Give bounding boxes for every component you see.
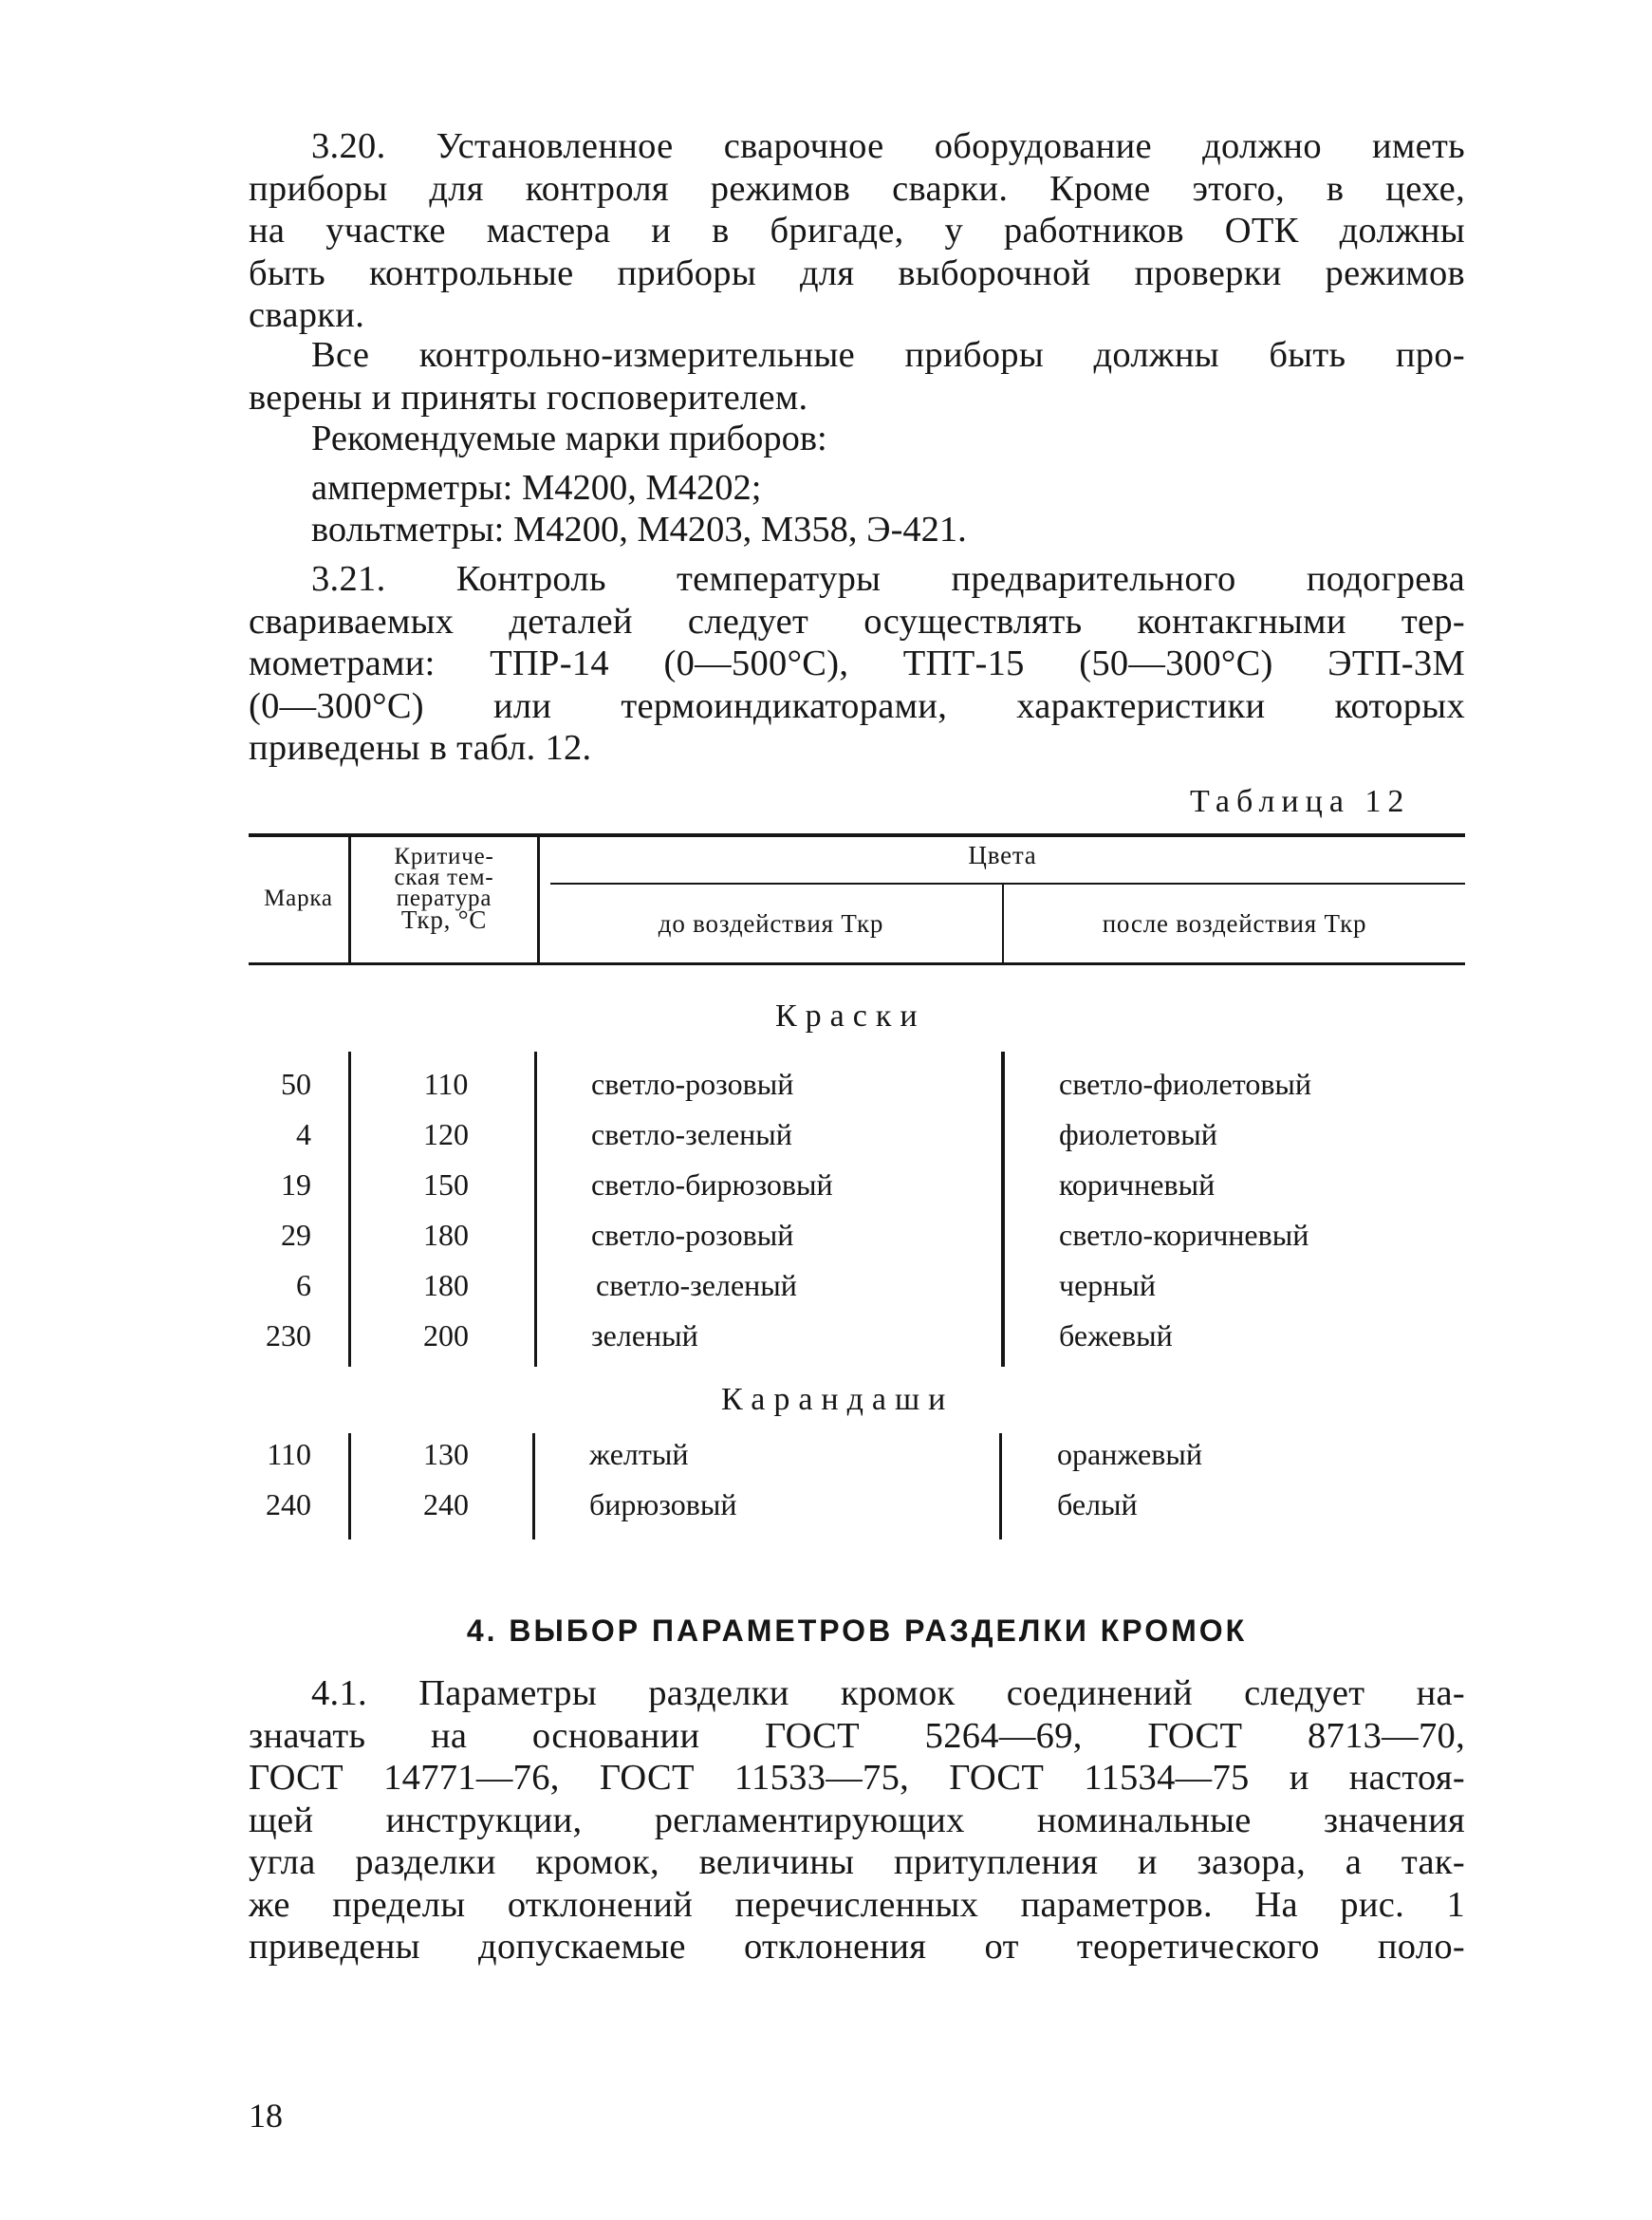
text-line: (0—300°С) или термоиндикаторами, характеристики которых — [249, 685, 1465, 726]
cell-before: желтый — [589, 1437, 689, 1471]
paragraph-3-21 — [249, 558, 1465, 770]
column-divider — [999, 1433, 1002, 1539]
table-colors-rule — [550, 883, 1465, 885]
recommended-title: Рекомендуемые марки приборов: — [311, 419, 827, 458]
cell-mark: 6 — [296, 1268, 311, 1302]
text-line: на участке мастера и в бригаде, у работников ОТК должны — [249, 211, 1465, 251]
text-line: 3.20. Установленное сварочное оборудование должно иметь — [311, 126, 1465, 166]
cell-after: черный — [1059, 1268, 1157, 1302]
table-caption: Таблица 12 — [1190, 784, 1411, 819]
cell-temp: 200 — [423, 1318, 469, 1353]
header-line: Критиче- — [394, 844, 494, 869]
text-line: 4.1. Параметры разделки кромок соединений следует на- — [311, 1673, 1465, 1713]
column-divider — [1001, 1052, 1005, 1367]
cell-before: светло-бирюзовый — [591, 1167, 833, 1202]
cell-mark: 50 — [281, 1067, 311, 1101]
text-line: приборы для контроля режимов сварки. Кроме этого, в цехе, — [249, 168, 1465, 209]
text-line: 3.21. Контроль температуры предварительного подогрева — [311, 559, 1465, 599]
header-mark: Марка — [264, 886, 333, 911]
cell-after: коричневый — [1059, 1167, 1216, 1202]
cell-mark: 19 — [281, 1167, 311, 1202]
column-divider — [534, 1052, 537, 1367]
text-line: угла разделки кромок, величины притупления и зазора, а так- — [249, 1842, 1465, 1882]
paragraph-3-20 — [249, 125, 1465, 337]
column-divider — [532, 1433, 535, 1539]
header-crit-temp — [351, 844, 537, 934]
voltmeters-line: вольтметры: М4200, М4203, М358, Э-421. — [311, 510, 967, 550]
cell-before: светло-розовый — [591, 1067, 794, 1101]
header-line: пература — [396, 886, 492, 911]
cell-before: бирюзовый — [589, 1487, 737, 1521]
cell-after: фиолетовый — [1059, 1117, 1217, 1151]
cell-after: светло-фиолетовый — [1059, 1067, 1312, 1101]
header-line: Ткр, °С — [400, 905, 488, 934]
paragraph-4-1 — [249, 1672, 1465, 1968]
table-header-rule — [249, 962, 1465, 965]
cell-mark: 240 — [266, 1487, 311, 1521]
table-top-rule — [249, 833, 1465, 837]
header-before: до воздействия Ткр — [658, 909, 884, 938]
text-line: щей инструкции, регламентирующих номинальные значения — [249, 1800, 1465, 1840]
header-line: ская тем- — [394, 865, 494, 890]
text-line: ГОСТ 14771—76, ГОСТ 11533—75, ГОСТ 11534—75 и настоя- — [249, 1758, 1465, 1798]
cell-temp: 150 — [423, 1167, 469, 1202]
cell-temp: 180 — [423, 1218, 469, 1252]
header-after: после воздействия Ткр — [1102, 909, 1367, 938]
cell-before: светло-зеленый — [591, 1117, 792, 1151]
header-colors: Цвета — [968, 841, 1037, 869]
cell-before: зеленый — [591, 1318, 698, 1353]
cell-mark: 4 — [296, 1117, 311, 1151]
cell-before: светло-розовый — [591, 1218, 794, 1252]
text-line: значать на основании ГОСТ 5264—69, ГОСТ 8713—70, — [249, 1715, 1465, 1756]
text-line: приведены в табл. 12. — [249, 728, 592, 768]
cell-after: бежевый — [1059, 1318, 1173, 1353]
page-number: 18 — [249, 2097, 283, 2135]
cell-temp: 180 — [423, 1268, 469, 1302]
section-heading: 4. ВЫБОР ПАРАМЕТРОВ РАЗДЕЛКИ КРОМОК — [466, 1614, 1248, 1648]
text-line: Все контрольно-измерительные приборы должны быть про- — [311, 335, 1465, 375]
group-label-paints: Краски — [775, 998, 926, 1034]
text-line: сварки. — [249, 295, 365, 335]
column-divider — [348, 1052, 351, 1367]
cell-mark: 29 — [281, 1218, 311, 1252]
paragraph-instruments — [249, 334, 1465, 419]
cell-before: светло-зеленый — [596, 1268, 797, 1302]
text-line: же пределы отклонений перечисленных параметров. На рис. 1 — [249, 1884, 1465, 1925]
cell-mark: 110 — [267, 1437, 311, 1471]
cell-after: светло-коричневый — [1059, 1218, 1309, 1252]
cell-after: белый — [1057, 1487, 1138, 1521]
ammeters-line: амперметры: М4200, М4202; — [311, 468, 762, 508]
text-line: верены и приняты госповерителем. — [249, 377, 808, 418]
cell-temp: 130 — [423, 1437, 469, 1471]
cell-mark: 230 — [266, 1318, 311, 1353]
text-line: свариваемых деталей следует осуществлять контакгными тер- — [249, 601, 1465, 642]
cell-temp: 120 — [423, 1117, 469, 1151]
group-label-pencils: Карандаши — [721, 1382, 955, 1417]
text-line: приведены допускаемые отклонения от теоретического поло- — [249, 1927, 1465, 1967]
cell-after: оранжевый — [1057, 1437, 1202, 1471]
text-line: мометрами: ТПР-14 (0—500°С), ТПТ-15 (50—300°С) ЭТП-3М — [249, 644, 1465, 683]
text-line: быть контрольные приборы для выборочной проверки режимов — [249, 252, 1465, 293]
cell-temp: 240 — [423, 1487, 469, 1521]
column-divider — [348, 1433, 351, 1539]
cell-temp: 110 — [423, 1067, 469, 1101]
